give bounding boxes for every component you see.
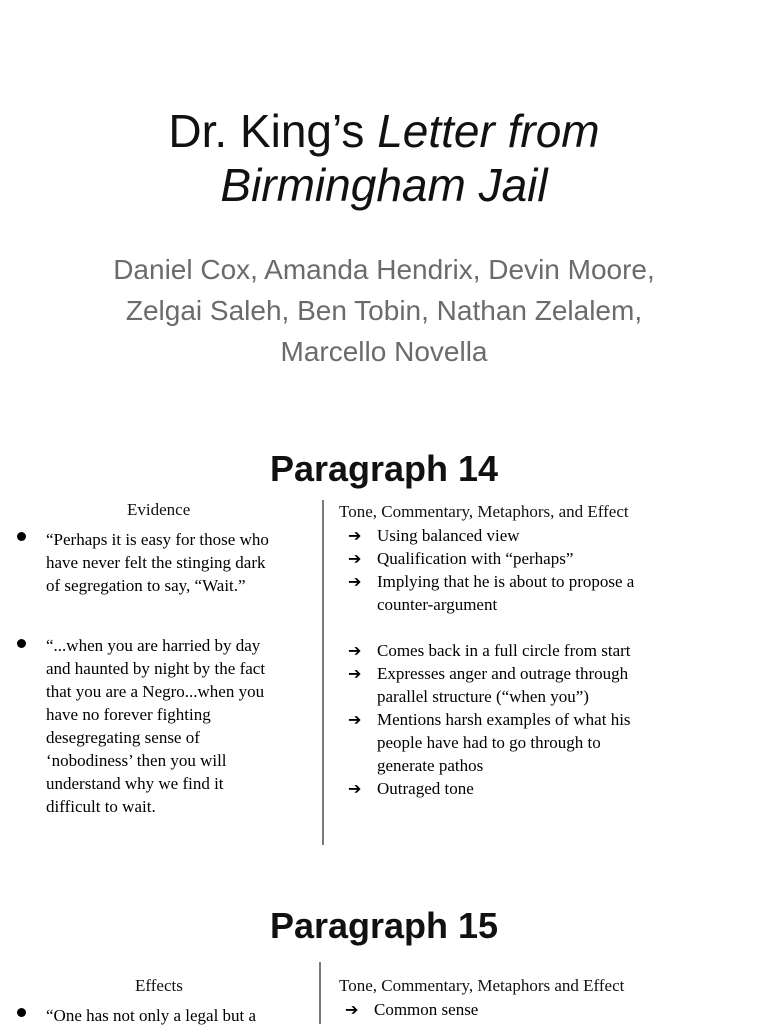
list-item: ➔ Qualification with “perhaps”: [348, 549, 574, 568]
list-item: ➔ Mentions harsh examples of what his people have had to go through to generate pathos: [348, 710, 631, 775]
evidence-quote-3: “One has not only a legal but a: [46, 1006, 257, 1025]
commentary-list-1: [348, 524, 634, 616]
right-arrow-icon: ➔: [348, 526, 362, 545]
right-arrow-icon: ➔: [348, 710, 362, 729]
title-line-1: Dr. King’s Letter from: [168, 105, 600, 157]
column-divider: [322, 500, 324, 845]
document-title: [0, 104, 768, 212]
right-arrow-icon: ➔: [348, 641, 362, 660]
right-arrow-icon: ➔: [348, 779, 362, 798]
list-item: ➔ Using balanced view: [348, 526, 520, 545]
commentary-list-2: [348, 639, 631, 800]
tone-column-header: Tone, Commentary, Metaphors and Effect: [339, 976, 625, 995]
bullet-dot-icon: [17, 1008, 26, 1017]
right-arrow-icon: ➔: [348, 664, 362, 683]
evidence-quote-2: “...when you are harried by day and haunted by night by the fact that you are a Negro...when you have no forever fighting desegregating sense of ‘nobodiness’ then you will understand why we find it difficult to wait.: [46, 636, 266, 816]
right-arrow-icon: ➔: [348, 572, 362, 591]
list-item: ➔ Expresses anger and outrage through parallel structure (“when you”): [348, 664, 629, 706]
list-item: ➔ Implying that he is about to propose a counter-argument: [348, 572, 635, 614]
authors-line: Marcello Novella: [280, 336, 488, 367]
tone-column-header: Tone, Commentary, Metaphors, and Effect: [339, 502, 629, 521]
evidence-column-header: Evidence: [127, 500, 191, 519]
evidence-quote-1: “Perhaps it is easy for those who have never felt the stinging dark of segregation to say, “Wait.”: [46, 530, 269, 595]
list-item: ➔ Common sense: [345, 1000, 479, 1019]
right-arrow-icon: ➔: [348, 549, 362, 568]
bullet-dot-icon: [17, 532, 26, 541]
list-item: ➔ Comes back in a full circle from start: [348, 641, 631, 660]
authors-line: Zelgai Saleh, Ben Tobin, Nathan Zelalem,: [125, 295, 643, 326]
section-title-paragraph-14: Paragraph 14: [269, 448, 499, 489]
right-arrow-icon: ➔: [345, 1000, 359, 1019]
bullet-dot-icon: [17, 639, 26, 648]
list-item: ➔ Outraged tone: [348, 779, 474, 798]
title-line-2: Birmingham Jail: [220, 159, 548, 211]
authors-line: Daniel Cox, Amanda Hendrix, Devin Moore,: [113, 254, 655, 285]
commentary-list-3: [345, 998, 478, 1021]
column-divider: [319, 962, 321, 1024]
authors-list: [40, 249, 728, 372]
section-title-paragraph-15: Paragraph 15: [269, 905, 499, 946]
effects-column-header: Effects: [135, 976, 183, 995]
